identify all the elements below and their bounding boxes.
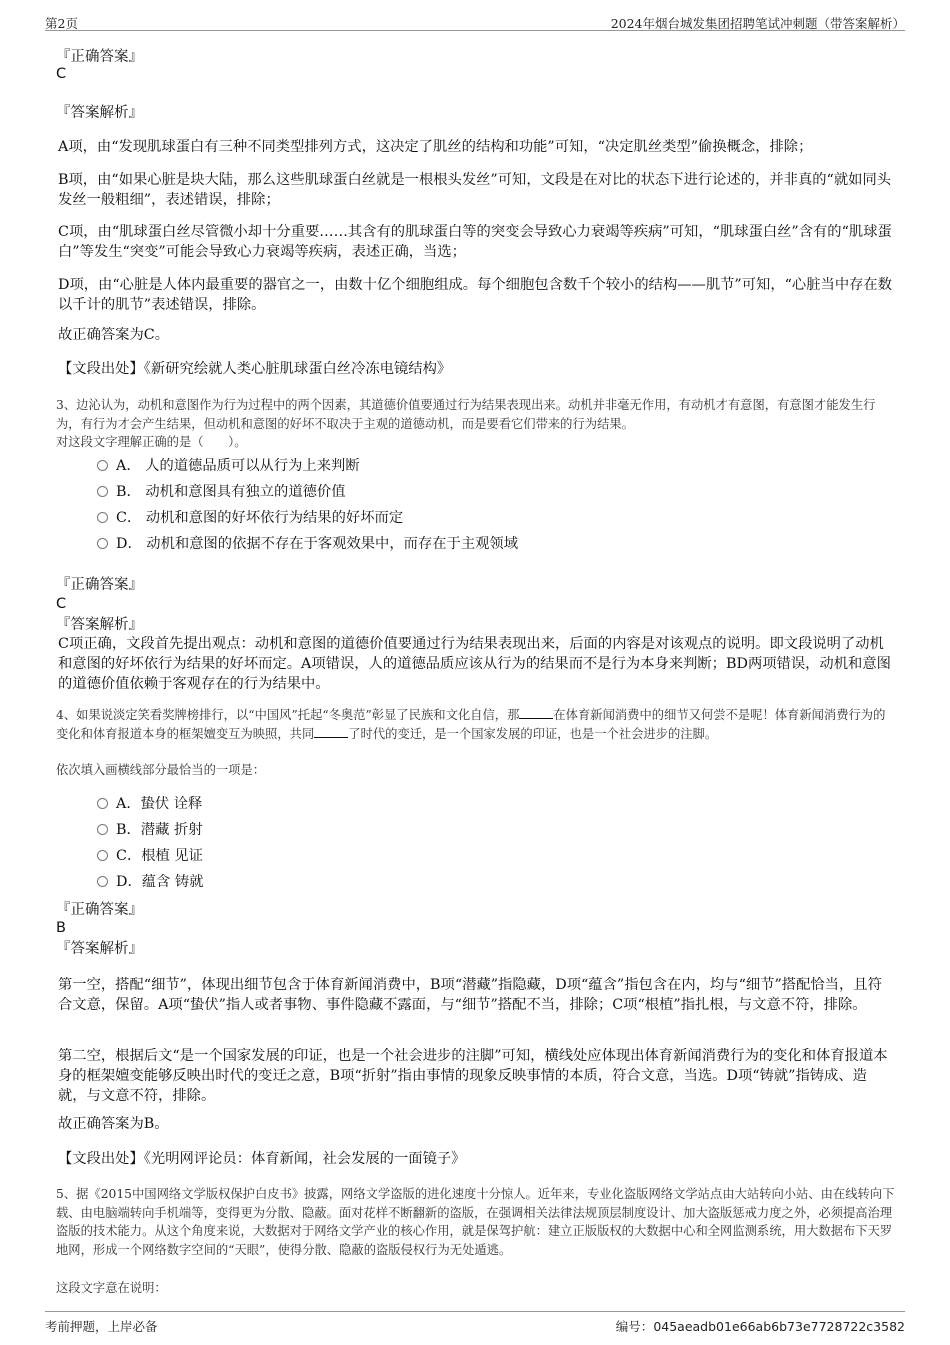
- question-3-option-c[interactable]: C． 动机和意图的好坏依行为结果的好坏而定: [97, 511, 403, 525]
- analysis-paragraph-d: D项，由“心脏是人体内最重要的器官之一，由数十亿个细胞组成。每个细胞包含数千个较小的结构——肌节”可知，“心脏当中存在数以千计的肌节”表述错误，排除。: [58, 277, 893, 313]
- radio-icon[interactable]: [97, 798, 108, 809]
- analysis-conclusion: 故正确答案为C。: [58, 327, 170, 343]
- radio-icon[interactable]: [97, 850, 108, 861]
- source-citation: 【文段出处】《光明网评论员：体育新闻，社会发展的一面镜子》: [58, 1151, 466, 1167]
- question-4-option-d[interactable]: D．蕴含 铸就: [97, 875, 204, 889]
- question-3-option-b[interactable]: B． 动机和意图具有独立的道德价值: [97, 485, 346, 499]
- question-5-prompt: 这段文字意在说明：: [56, 1281, 167, 1295]
- page-footer: [45, 1311, 905, 1338]
- question-4-analysis-1: 第一空，搭配“细节”，体现出细节包含于体育新闻消费中，B项“潜藏”指隐藏，D项“蕴含”指包含在内，均与“细节”搭配恰当，且符合文意，保留。A项“蛰伏”指人或者事物、事件隐藏不露面，与“细节”搭配不当，排除；C项“根植”指扎根，与文意不符，排除。: [58, 977, 882, 1013]
- source-citation: 【文段出处】《新研究绘就人类心脏肌球蛋白丝冷冻电镜结构》: [58, 361, 452, 377]
- answer-label: 『正确答案』: [56, 577, 143, 593]
- analysis-paragraph-a: A项，由“发现肌球蛋白有三种不同类型排列方式，这决定了肌丝的结构和功能”可知，“决定肌丝类型”偷换概念，排除；: [58, 139, 813, 155]
- analysis-paragraph-c: C项，由“肌球蛋白丝尽管微小却十分重要……其含有的肌球蛋白等的突变会导致心力衰竭等疾病”可知，“肌球蛋白丝”含有的“肌球蛋白”等发生“突变”可能会导致心力衰竭等疾病，表述正确，当选；: [58, 224, 892, 260]
- question-3-analysis: C项正确，文段首先提出观点：动机和意图的道德价值要通过行为结果表现出来，后面的内容是对该观点的说明。即文段说明了动机和意图的好坏依行为结果的好坏而定。A项错误，人的道德品质应该从行为的结果而不是行为本身来判断；BD两项错误，动机和意图的道德价值依赖于客观存在的行为结果中。: [58, 636, 891, 692]
- question-3-prompt: 对这段文字理解正确的是（ ）。: [56, 435, 247, 449]
- analysis-label: 『答案解析』: [56, 941, 143, 957]
- question-3-option-a[interactable]: A． 人的道德品质可以从行为上来判断: [97, 459, 360, 473]
- footer-slogan: 考前押题，上岸必备: [45, 1319, 158, 1334]
- radio-icon[interactable]: [97, 538, 108, 549]
- answer-value: B: [56, 920, 66, 936]
- page-header: [45, 10, 905, 31]
- radio-icon[interactable]: [97, 486, 108, 497]
- fill-blank: [314, 737, 348, 738]
- radio-icon[interactable]: [97, 460, 108, 471]
- document-code: 编号：045aeadb01e66ab6b73e7728722c3582: [615, 1319, 905, 1334]
- question-4-option-a[interactable]: A．蛰伏 诠释: [97, 797, 202, 811]
- fill-blank: [519, 718, 553, 719]
- question-4-option-c[interactable]: C．根植 见证: [97, 849, 203, 863]
- question-5-stem: 5、据《2015中国网络文学版权保护白皮书》披露，网络文学盗版的进化速度十分惊人。近年来，专业化盗版网络文学站点由大站转向小站、由在线转向下载、由电脑端转向手机端等，变得更为分散、隐蔽。面对花样不断翻新的盗版，在强调相关法律法规顶层制度设计、加大盗版惩戒力度之外，必须提高治理盗版的技术能力。从这个角度来说，大数据对于网络文学产业的核心作用，就是保驾护航：建立正版版权的大数据中心和全网监测系统，用大数据布下天罗地网，形成一个网络数字空间的“天眼”，使得分散、隐蔽的盗版侵权行为无处遁逃。: [56, 1187, 895, 1257]
- answer-label: 『正确答案』: [56, 49, 143, 65]
- radio-icon[interactable]: [97, 512, 108, 523]
- analysis-conclusion: 故正确答案为B。: [58, 1116, 169, 1132]
- radio-icon[interactable]: [97, 824, 108, 835]
- answer-value: C: [56, 66, 67, 82]
- radio-icon[interactable]: [97, 876, 108, 887]
- question-4-option-b[interactable]: B．潜藏 折射: [97, 823, 203, 837]
- document-title: 2024年烟台城发集团招聘笔试冲刺题（带答案解析）: [610, 16, 905, 31]
- answer-label: 『正确答案』: [56, 902, 143, 918]
- answer-value: C: [56, 596, 67, 612]
- question-3-stem: 3、边沁认为，动机和意图作为行为过程中的两个因素，其道德价值要通过行为结果表现出来。动机并非毫无作用，有动机才有意图，有意图才能发生行为，有行为才会产生结果，但动机和意图的好坏不取决于主观的道德动机，而是要看它们带来的行为结果。: [56, 398, 876, 431]
- analysis-paragraph-b: B项，由“如果心脏是块大陆，那么这些肌球蛋白丝就是一根根头发丝”可知，文段是在对比的状态下进行论述的，并非真的“就如同头发丝一般粗细”，表述错误，排除；: [58, 172, 892, 208]
- analysis-label: 『答案解析』: [56, 617, 143, 633]
- analysis-label: 『答案解析』: [56, 105, 143, 121]
- question-3-option-d[interactable]: D． 动机和意图的依据不存在于客观效果中，而存在于主观领域: [97, 537, 518, 551]
- question-4-prompt: 依次填入画横线部分最恰当的一项是：: [56, 763, 266, 777]
- question-4-stem: 4、如果说淡定笑看奖牌榜排行，以“中国风”托起“冬奥范”彰显了民族和文化自信，那 在体育新闻消费中的细节又何尝不是呢！体育新闻消费行为的变化和体育报道本身的框架嬗变互为映照，共同 了时代的变迁，是一个国家发展的印证，也是一个社会进步的注脚。: [56, 708, 886, 741]
- page-number: 第2页: [45, 16, 78, 31]
- question-4-analysis-2: 第二空，根据后文“是一个国家发展的印证，也是一个社会进步的注脚”可知，横线处应体现出体育新闻消费行为的变化和体育报道本身的框架嬗变能够反映出时代的变迁之意，B项“折射”指由事情的现象反映事情的本质，符合文意，当选。D项“铸就”指铸成、造就，与文意不符，排除。: [58, 1048, 888, 1104]
